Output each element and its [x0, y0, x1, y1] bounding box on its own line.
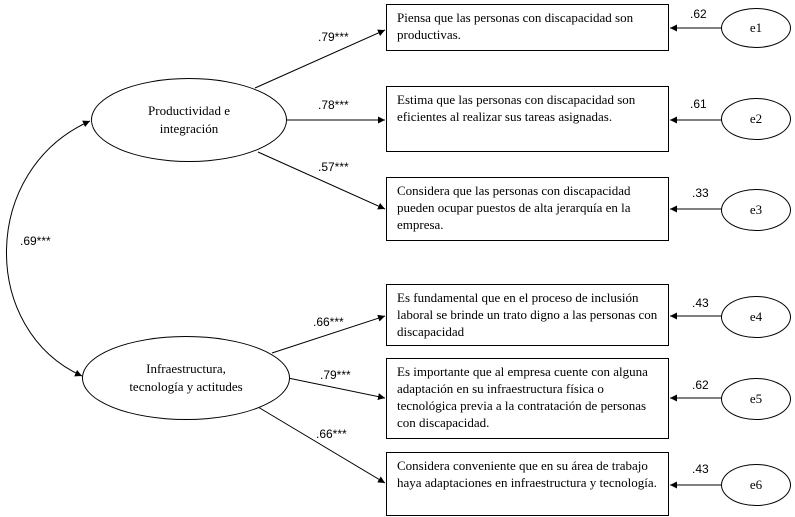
loading-label-3: .57*** — [318, 160, 349, 174]
error-value-5: .62 — [692, 378, 709, 392]
item-box-4: Es fundamental que en el proceso de inclusión laboral se brinde un trato digno a las personas con discapacidad — [386, 284, 669, 346]
factor-label: Infraestructura, tecnología y actitudes — [129, 361, 243, 394]
error-e1: e1 — [721, 8, 791, 48]
error-value-2: .61 — [690, 97, 707, 111]
error-e5: e5 — [721, 378, 791, 420]
factor-infraestructura — [82, 336, 290, 420]
loading-label-6: .66*** — [316, 427, 347, 441]
item-box-2: Estima que las personas con discapacidad son eficientes al realizar sus tareas asignadas. — [386, 86, 669, 152]
error-value-3: .33 — [692, 186, 709, 200]
error-e6: e6 — [721, 464, 791, 506]
item-box-1: Piensa que las personas con discapacidad son productivas. — [386, 4, 669, 51]
error-value-6: .43 — [692, 462, 709, 476]
item-box-6: Considera conveniente que en su área de trabajo haya adaptaciones en infraestructura y tecnología. — [386, 452, 669, 516]
loading-label-1: .79*** — [318, 30, 349, 44]
error-e3: e3 — [721, 189, 791, 231]
factor-productividad — [91, 78, 287, 162]
loading-label-2: .78*** — [318, 98, 349, 112]
loading-arrow-6 — [258, 407, 385, 483]
error-e2: e2 — [721, 98, 791, 140]
item-box-5: Es importante que al empresa cuente con alguna adaptación en su infraestructura física o tecnológica previa a la contratación de personas con discapacidad. — [386, 358, 669, 439]
correlation-label: .69*** — [20, 234, 51, 248]
error-value-1: .62 — [690, 7, 707, 21]
correlation-curve — [6, 121, 90, 376]
factor-label: Productividad e integración — [148, 103, 230, 136]
loading-label-4: .66*** — [313, 315, 344, 329]
error-value-4: .43 — [692, 296, 709, 310]
item-box-3: Considera que las personas con discapacidad pueden ocupar puestos de alta jerarquía en la empresa. — [386, 177, 669, 241]
loading-label-5: .79*** — [320, 368, 351, 382]
error-e4: e4 — [721, 296, 791, 338]
